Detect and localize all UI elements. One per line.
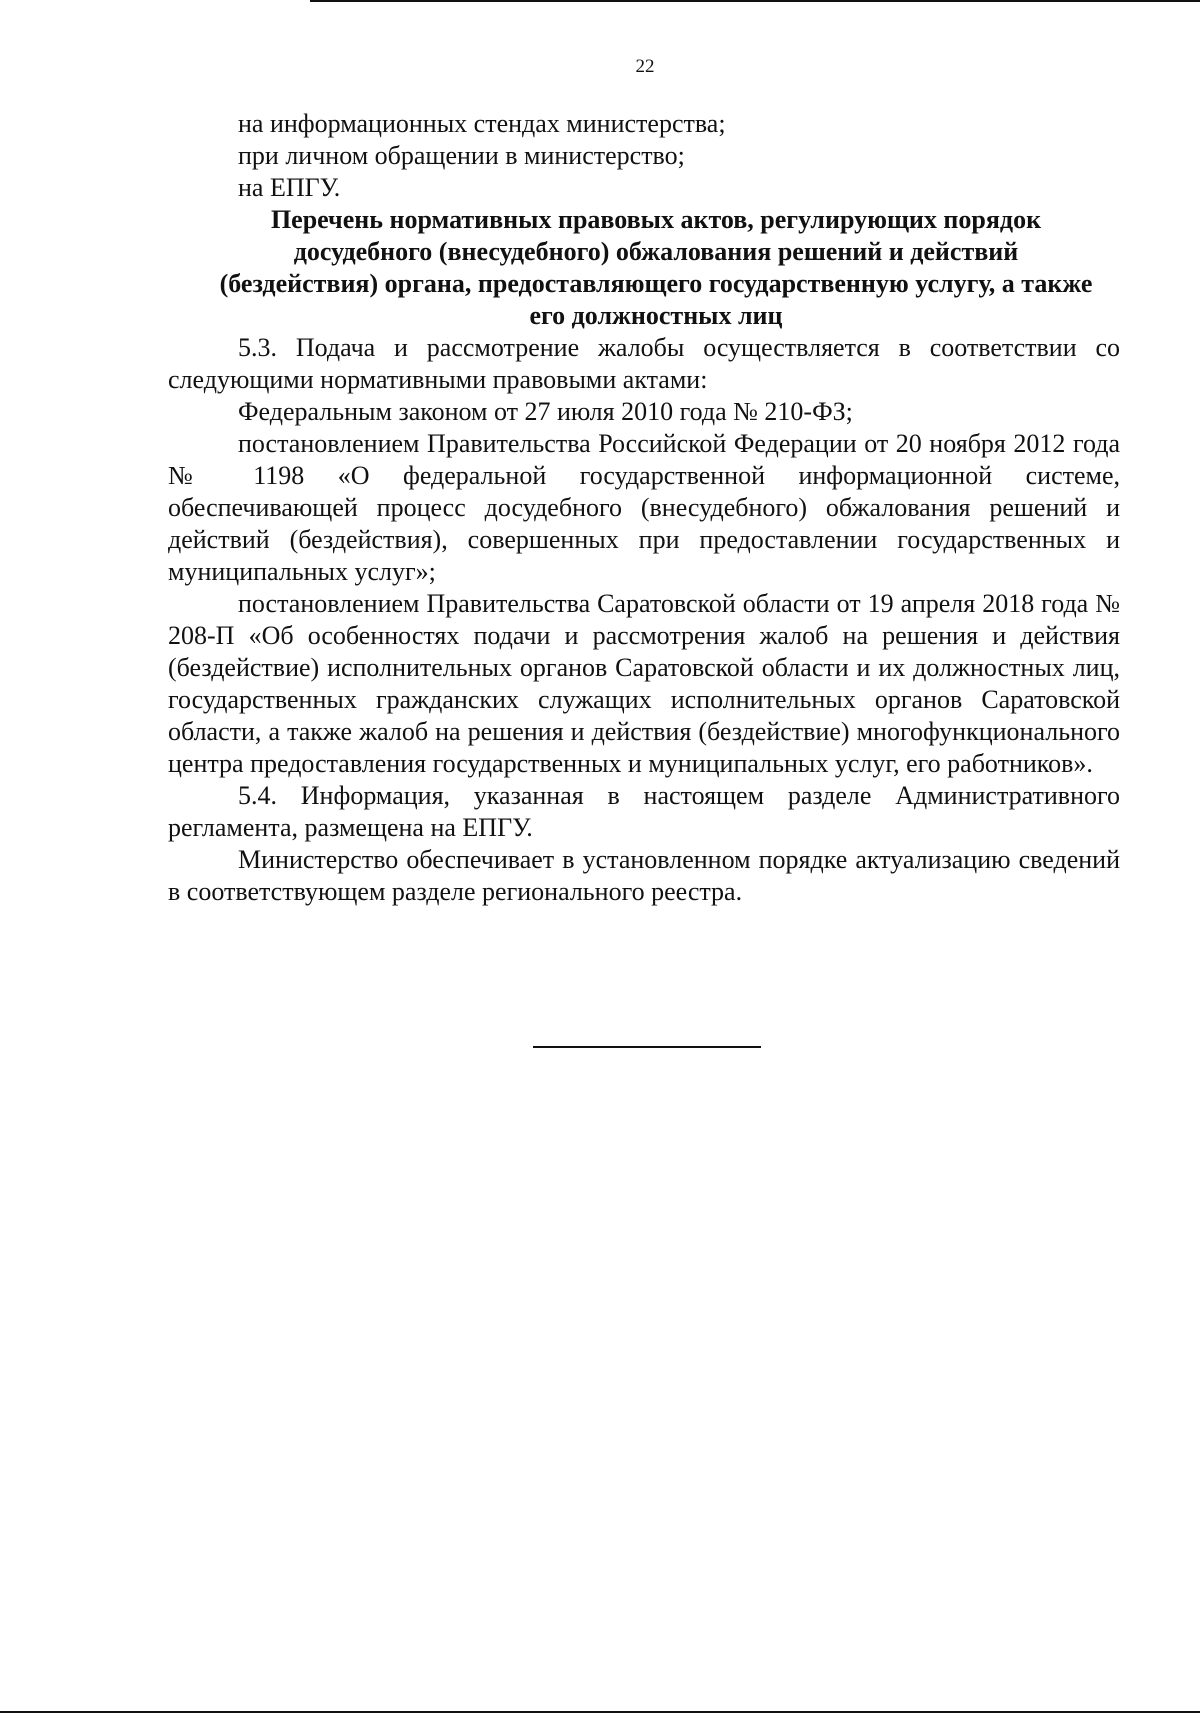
list-line-personal-visit: при личном обращении в министерство; bbox=[238, 141, 685, 170]
top-border-line bbox=[310, 0, 1200, 2]
document-body bbox=[168, 108, 1120, 908]
bottom-border-line bbox=[0, 1711, 1200, 1713]
page-number: 22 bbox=[635, 56, 655, 77]
paragraph-5-3: 5.3. Подача и рассмотрение жалобы осуществляется в соответствии со следующими нормативными правовыми актами: bbox=[168, 333, 1120, 394]
list-line-stands: на информационных стендах министерства; bbox=[238, 109, 726, 138]
section-heading: Перечень нормативных правовых актов, регулирующих порядок досудебного (внесудебного) обжалования решений и действий (бездействия) органа, предоставляющего государственную услугу, а также его должностных лиц bbox=[219, 205, 1093, 330]
paragraph-5-4: 5.4. Информация, указанная в настоящем разделе Административного регламента, размещена на ЕПГУ. bbox=[168, 781, 1120, 842]
end-of-document-line bbox=[533, 1046, 761, 1048]
paragraph-ministry-updates: Министерство обеспечивает в установленном порядке актуализацию сведений в соответствующем разделе регионального реестра. bbox=[168, 845, 1120, 906]
paragraph-rf-government-decree: постановлением Правительства Российской Федерации от 20 ноября 2012 года № 1198 «О федеральной государственной информационной системе, обеспечивающей процесс досудебного (внесудебного) обжалования решений и действий (бездействия), совершенных при предоставлении государственных и муниципальных услуг»; bbox=[168, 429, 1120, 586]
paragraph-federal-law: Федеральным законом от 27 июля 2010 года № 210-ФЗ; bbox=[238, 397, 853, 426]
list-line-epgu: на ЕПГУ. bbox=[238, 173, 341, 202]
paragraph-saratov-decree: постановлением Правительства Саратовской области от 19 апреля 2018 года № 208-П «Об особенностях подачи и рассмотрения жалоб на решения и действия (бездействие) исполнительных органов Саратовской области и их должностных лиц, государственных гражданских служащих исполнительных органов Саратовской области, а также жалоб на решения и действия (бездействие) многофункционального центра предоставления государственных и муниципальных услуг, его работников». bbox=[168, 589, 1120, 778]
